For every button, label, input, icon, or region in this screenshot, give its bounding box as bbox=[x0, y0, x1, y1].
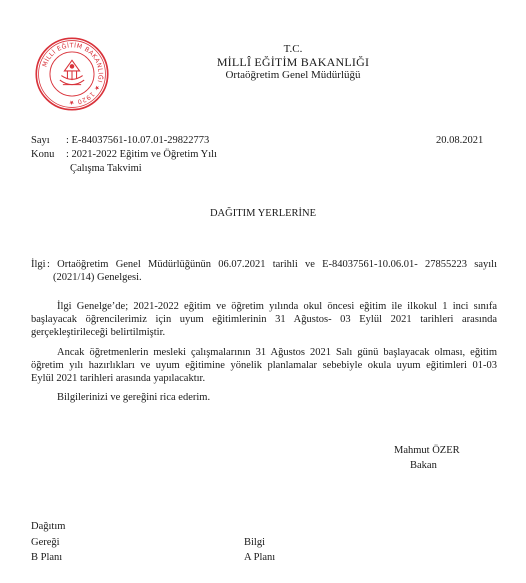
distribution-bilgi-label: Bilgi bbox=[244, 537, 266, 548]
paragraph-line: İlgi Genelge’de; 2021-2022 eğitim ve öğretim yılında okul öncesi eğitim ile ilkokul 1 inci sınıfa bbox=[57, 301, 497, 312]
distribution-gereği-value: B Planı bbox=[31, 552, 63, 563]
sayi-value: : E-84037561-10.07.01-29822773 bbox=[66, 135, 210, 146]
sayi-label: Sayı bbox=[31, 135, 50, 146]
body-paragraph-1 bbox=[31, 300, 497, 339]
header-ministry: MİLLÎ EĞİTİM BAKANLIĞI bbox=[216, 55, 370, 69]
paragraph-line: öğretim yılı hazırlıkları ve uyum eğitimine yönelik planlamalar sebebiyle okula uyum eğitimleri 01-03 bbox=[31, 360, 497, 371]
paragraph-line: Ancak öğretmenlerin mesleki çalışmalarının 31 Ağustos 2021 Salı günü başlayacak olması, eğitim bbox=[57, 347, 497, 358]
ilgi-line: (2021/14) Genelgesi. bbox=[53, 272, 142, 283]
letterhead bbox=[0, 43, 526, 82]
ilgi-line: : Ortaöğretim Genel Müdürlüğünün 06.07.2021 tarihli ve E-84037561-10.06.01- 27855223 sayılı bbox=[47, 259, 497, 270]
konu-label: Konu bbox=[31, 149, 55, 160]
svg-text:MİLLİ EĞİTİM BAKANLIĞI ★ 1920: MİLLİ EĞİTİM BAKANLIĞI ★ 1920 ★ bbox=[41, 42, 104, 106]
konu-line2: Çalışma Takvimi bbox=[70, 163, 142, 174]
distribution-bilgi-value: A Planı bbox=[244, 552, 276, 563]
document-date: 20.08.2021 bbox=[436, 135, 484, 146]
paragraph-line: gerçekleştirileceği belirtilmiştir. bbox=[31, 327, 166, 338]
body-paragraph-2 bbox=[31, 346, 497, 385]
recipient-heading: DAĞITIM YERLERİNE bbox=[209, 208, 317, 219]
paragraph-line: başlayacak öğrencilerimiz için uyum eğitimlerinin 31 Ağustos- 03 Eylül 2021 tarihleri arasında bbox=[31, 314, 497, 325]
signatory-title: Bakan bbox=[410, 460, 437, 471]
header-department: Ortaöğretim Genel Müdürlüğü bbox=[225, 69, 361, 81]
distribution-gereği-label: Gereği bbox=[31, 537, 60, 548]
ilgi-text bbox=[47, 258, 497, 271]
closing-sentence: Bilgilerinizi ve gereğini rica ederim. bbox=[57, 392, 211, 403]
paragraph-line: Eylül 2021 tarihleri arasında yapılacaktır. bbox=[31, 373, 206, 384]
header-tc: T.C. bbox=[283, 43, 303, 55]
ilgi-label: İlgi bbox=[31, 259, 46, 270]
distribution-heading: Dağıtım bbox=[31, 521, 66, 532]
konu-line1: : 2021-2022 Eğitim ve Öğretim Yılı bbox=[66, 149, 217, 160]
signatory-name: Mahmut ÖZER bbox=[394, 445, 460, 456]
